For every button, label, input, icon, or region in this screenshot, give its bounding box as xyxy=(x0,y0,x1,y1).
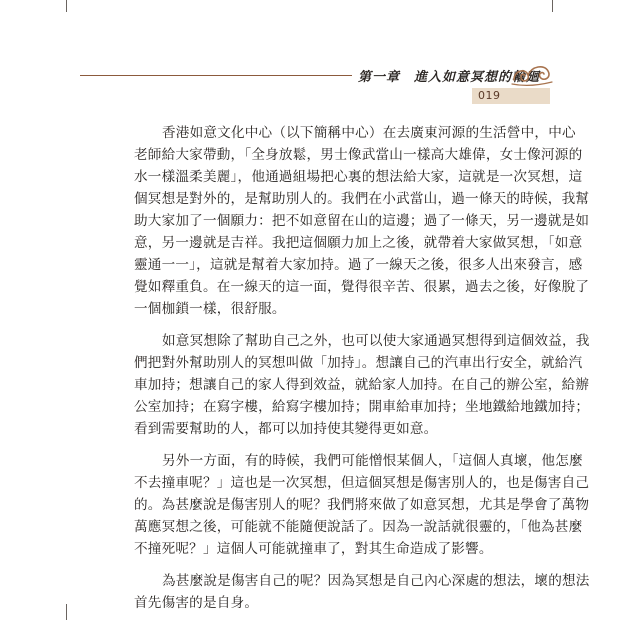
text-line: 另外一方面，有的時候，我們可能憎恨某個人，「這個人真壞，他怎麼 xyxy=(162,453,583,469)
text-line: 一個枷鎖一樣，很舒服。 xyxy=(134,301,286,317)
header-rule xyxy=(80,75,352,76)
text-line: 車加持；想讓自己的家人得到效益，就給家人加持。在自己的辦公室，給辦 xyxy=(134,377,590,393)
text-line: 萬應冥想之後，可能就不能隨便說話了。因為一說話就很靈的，「他為甚麼 xyxy=(134,519,583,535)
text-line: 為甚麼說是傷害自己的呢？因為冥想是自己內心深處的想法，壞的想法 xyxy=(162,573,590,589)
text-line: 香港如意文化中心（以下簡稱中心）在去廣東河源的生活營中，中心 xyxy=(162,125,576,141)
page-number: 019 xyxy=(478,89,501,102)
crop-mark-top-right xyxy=(552,0,553,12)
crop-mark-top-left xyxy=(66,0,67,12)
text-line: 助大家加了一個願力：把不如意留在山的這邊；過了一條天，另一邊就是如 xyxy=(134,213,590,229)
text-line: 們把對外幫助別人的冥想叫做「加持」。想讓自己的汽車出行安全，就給汽 xyxy=(134,355,583,371)
text-line: 首先傷害的是自身。 xyxy=(134,595,259,611)
paragraph xyxy=(134,330,590,440)
text-line: 公室加持；在寫字樓，給寫字樓加持；開車給車加持；坐地鐵給地鐵加持； xyxy=(134,399,590,415)
paragraph xyxy=(134,122,590,320)
text-line: 不去撞車呢？」這也是一次冥想，但這個冥想是傷害別人的，也是傷害自己 xyxy=(134,475,590,491)
chapter-title: 第一章 進入如意冥想的輪廻 xyxy=(358,70,541,85)
text-line: 不撞死呢？」這個人可能就撞車了，對其生命造成了影響。 xyxy=(134,541,493,557)
text-line: 靈通一一」，這就是幫着大家加持。過了一線天之後，很多人出來發言，感 xyxy=(134,257,583,273)
running-header xyxy=(80,62,550,112)
text-line: 意，另一邊就是吉祥。我把這個願力加上之後，就帶着大家做冥想，「如意 xyxy=(134,235,583,251)
text-line: 看到需要幫助的人，都可以加持使其變得更如意。 xyxy=(134,421,438,437)
text-line: 個冥想是對外的，是幫助別人的。我們在小武當山，過一條天的時候，我幫 xyxy=(134,191,590,207)
paragraph xyxy=(134,570,590,614)
text-line: 覺如釋重負。在一線天的這一面，覺得很辛苦、很累，過去之後，好像脫了 xyxy=(134,279,590,295)
crop-mark-bottom-left xyxy=(66,604,67,620)
swirl-ornament-icon xyxy=(510,62,554,88)
text-line: 老師給大家帶動，「全身放鬆，男士像武當山一樣高大雄偉，女士像河源的 xyxy=(134,147,583,163)
body-text xyxy=(134,122,590,624)
paragraph xyxy=(134,450,590,560)
text-line: 的。為甚麼說是傷害別人的呢？我們將來做了如意冥想，尤其是學會了萬物 xyxy=(134,497,590,513)
text-line: 水一樣溫柔美麗」，他通過組場把心裏的想法給大家，這就是一次冥想，這 xyxy=(134,169,583,185)
text-line: 如意冥想除了幫助自己之外，也可以使大家通過冥想得到這個效益，我 xyxy=(162,333,590,349)
